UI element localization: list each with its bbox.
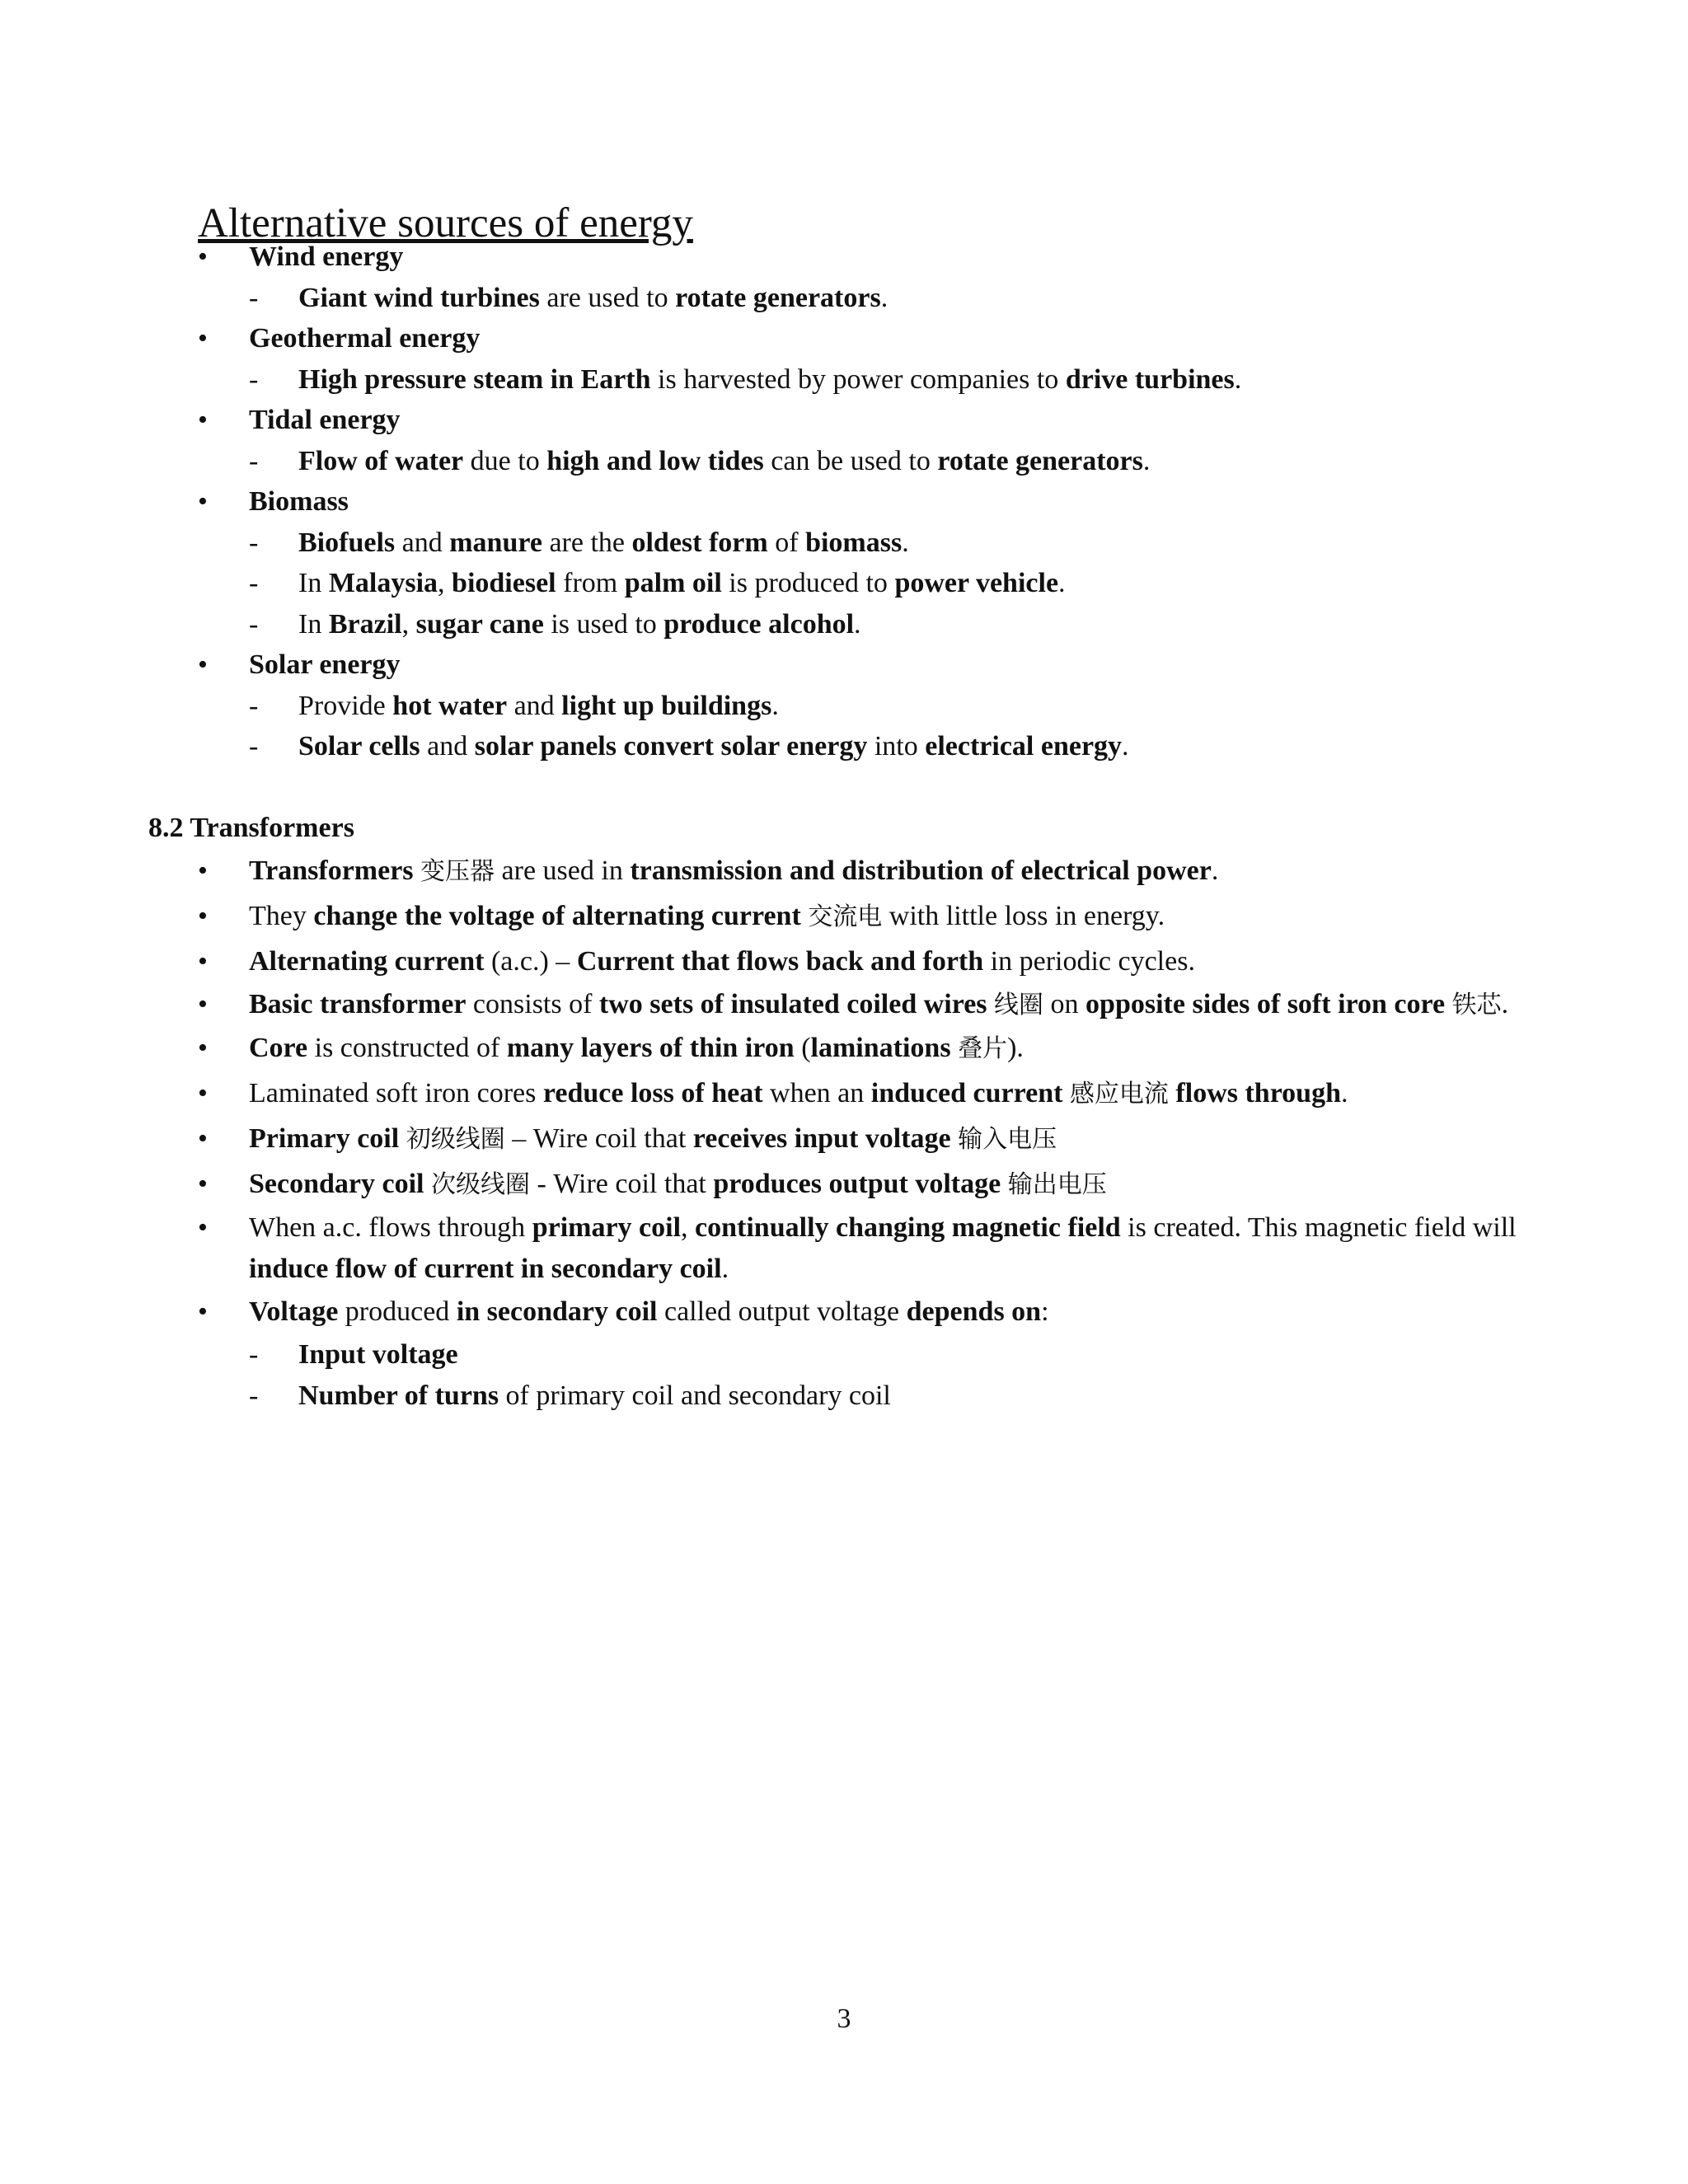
energy-source-heading: • Solar energy: [249, 649, 401, 680]
text-run: and: [420, 731, 475, 762]
chinese-term: 交流电: [808, 902, 883, 931]
list-item: [198, 894, 1517, 940]
energy-source-heading: • Geothermal energy: [249, 323, 481, 354]
list-item-text: [249, 894, 1517, 940]
text-run: :: [1041, 1296, 1049, 1327]
text-run: .: [880, 282, 889, 313]
chinese-term: 输入电压: [958, 1125, 1057, 1154]
text-run: of primary coil and secondary coil: [499, 1380, 891, 1411]
chinese-term: 变压器: [420, 857, 495, 886]
bold-text: electrical energy: [925, 731, 1123, 762]
list-item: [198, 481, 1517, 644]
text-run: .: [1122, 731, 1129, 762]
sub-list-item: [249, 441, 1517, 482]
bold-text: oldest form: [631, 527, 768, 558]
list-item: [198, 1290, 1517, 1417]
bold-text: opposite sides of soft iron core: [1085, 989, 1452, 1019]
list-item: [198, 984, 1517, 1026]
text-run: In: [298, 568, 329, 598]
text-run: and: [507, 690, 562, 721]
energy-bullet-list: [198, 237, 1517, 767]
bold-text: in secondary coil: [456, 1296, 658, 1327]
list-item: [198, 849, 1517, 894]
text-run: .: [1058, 568, 1066, 598]
text-run: (: [794, 1033, 811, 1063]
bold-text: High pressure steam in Earth: [298, 363, 651, 395]
sub-list: [249, 1334, 1517, 1417]
text-run: on: [1043, 989, 1086, 1019]
list-item: [198, 1207, 1517, 1290]
bold-text: laminations: [810, 1033, 959, 1063]
text-run: is created. This magnetic field will: [1120, 1212, 1517, 1243]
list-item-text: [249, 984, 1517, 1026]
text-run: ,: [401, 608, 416, 640]
text-run: due to: [463, 445, 547, 476]
sub-list-item: [249, 563, 1517, 604]
text-run: of: [767, 527, 806, 558]
chinese-term: 输出电压: [1007, 1170, 1107, 1199]
bold-text: Flow of water: [298, 445, 464, 476]
bold-text: two sets of insulated coiled wires: [598, 989, 995, 1019]
list-item-text: [249, 1071, 1517, 1117]
sub-list: [249, 523, 1517, 645]
list-item: [198, 237, 1517, 318]
list-item: [198, 1117, 1517, 1162]
transformers-bullet-list: [198, 849, 1517, 1417]
bold-text: receives input voltage: [692, 1123, 959, 1154]
list-item-text: [249, 1207, 1517, 1290]
chinese-term: 铁芯: [1451, 991, 1502, 1019]
energy-source-heading: • Biomass: [249, 486, 349, 517]
text-run: They: [249, 901, 314, 931]
text-run: are used in: [495, 855, 631, 886]
transformers-list: [198, 849, 1517, 1417]
sub-list: [249, 441, 1517, 482]
text-run: produced: [338, 1296, 457, 1327]
list-item: [198, 318, 1517, 400]
sub-list-item: [249, 278, 1517, 319]
bold-text: rotate generators: [675, 282, 881, 313]
bold-text: change the voltage of alternating current: [313, 901, 809, 931]
alternative-energy-list: [198, 237, 1517, 767]
bold-text: Core: [249, 1033, 308, 1063]
chinese-term: 次级线圈: [430, 1170, 530, 1199]
text-run: is produced to: [721, 568, 895, 598]
bold-text: produces output voltage: [713, 1169, 1008, 1199]
list-item: [198, 940, 1517, 984]
list-item-text: [249, 1290, 1517, 1334]
text-run: .: [1142, 445, 1151, 476]
bold-text: depends on: [906, 1296, 1042, 1327]
text-run: .: [1211, 855, 1219, 886]
section-heading-transformers: 8.2 Transformers: [148, 813, 354, 843]
bold-text: power vehicle: [894, 568, 1059, 598]
text-run: – Wire coil that: [504, 1123, 693, 1154]
text-run: with little loss in energy.: [882, 901, 1165, 931]
energy-source-heading: • Wind energy: [249, 241, 404, 272]
text-run: .: [721, 1254, 729, 1284]
section-title-alternative-energy: Alternative sources of energy: [198, 200, 693, 246]
bold-text: transmission and distribution of electrical power: [630, 855, 1212, 886]
list-item: [198, 644, 1517, 767]
bold-text: biodiesel: [452, 568, 556, 598]
sub-list-item: [249, 686, 1517, 727]
text-run: can be used to: [763, 445, 938, 476]
sub-list: [249, 359, 1517, 401]
text-run: .: [771, 690, 779, 721]
chinese-term: 线圈: [994, 991, 1044, 1019]
bold-text: induce flow of current in secondary coil: [249, 1254, 722, 1284]
list-item-text: [249, 849, 1517, 894]
text-run: (a.c.) –: [484, 946, 577, 977]
bold-text: continually changing magnetic field: [695, 1212, 1121, 1243]
sub-list: [249, 278, 1517, 319]
list-item: [198, 1162, 1517, 1207]
bold-text: Current that flows back and forth: [576, 946, 984, 977]
sub-list-item: [249, 1334, 1517, 1376]
list-item-text: [249, 1117, 1517, 1162]
text-run: - Wire coil that: [529, 1169, 714, 1199]
bold-text: Transformers: [249, 855, 421, 886]
sub-list: [249, 686, 1517, 767]
text-run: ).: [1007, 1033, 1024, 1063]
text-run: .: [1341, 1078, 1348, 1108]
text-run: .: [902, 527, 909, 558]
text-run: called output voltage: [657, 1296, 907, 1327]
bold-text: flows through: [1168, 1078, 1342, 1108]
text-run: into: [867, 731, 926, 762]
sub-list-item: [249, 726, 1517, 767]
sub-list-item: [249, 359, 1517, 401]
text-run: is constructed of: [307, 1033, 507, 1063]
text-run: and: [395, 527, 450, 558]
text-run: are the: [542, 527, 632, 558]
list-item-text: [249, 1026, 1517, 1071]
bold-text: Input voltage: [298, 1339, 458, 1370]
bold-text: primary coil: [532, 1212, 682, 1243]
bold-text: hot water: [392, 690, 508, 721]
bold-text: light up buildings: [561, 690, 772, 721]
bold-text: Alternating current: [249, 946, 485, 977]
bold-text: Solar cells: [298, 731, 420, 762]
bold-text: many layers of thin iron: [506, 1033, 795, 1063]
bold-text: rotate generators: [937, 445, 1143, 476]
list-item: [198, 1026, 1517, 1071]
text-run: from: [556, 568, 625, 598]
bold-text: induced current: [870, 1078, 1070, 1108]
list-item-text: [249, 940, 1517, 984]
sub-list-item: [249, 523, 1517, 564]
text-run: .: [1501, 989, 1509, 1019]
bold-text: Primary coil: [249, 1123, 406, 1154]
bold-text: Brazil: [328, 608, 402, 640]
text-run: .: [854, 608, 861, 640]
list-item: [198, 1071, 1517, 1117]
bold-text: sugar cane: [415, 608, 544, 640]
text-run: ,: [681, 1212, 696, 1243]
list-item-text: [249, 1162, 1517, 1207]
bold-text: biomass: [805, 527, 903, 558]
energy-source-heading: • Tidal energy: [249, 405, 401, 435]
sub-list-item: [249, 604, 1517, 645]
bold-text: reduce loss of heat: [542, 1078, 763, 1108]
bold-text: Giant wind turbines: [298, 282, 540, 313]
bold-text: Voltage: [249, 1296, 339, 1327]
text-run: Laminated soft iron cores: [249, 1078, 543, 1108]
text-run: ,: [438, 568, 452, 598]
text-run: when an: [762, 1078, 871, 1108]
bold-text: drive turbines: [1065, 363, 1235, 395]
bold-text: produce alcohol: [663, 608, 855, 640]
bold-text: palm oil: [624, 568, 722, 598]
sub-list-item: [249, 1376, 1517, 1417]
text-run: Provide: [298, 690, 393, 721]
bold-text: manure: [449, 527, 542, 558]
text-run: consists of: [466, 989, 599, 1019]
bold-text: Biofuels: [298, 527, 396, 558]
list-item: [198, 400, 1517, 481]
page-number: 3: [837, 2004, 851, 2034]
text-run: is harvested by power companies to: [650, 363, 1066, 395]
bold-text: high and low tides: [546, 445, 764, 476]
bold-text: Malaysia: [328, 568, 438, 598]
chinese-term: 叠片: [958, 1034, 1008, 1063]
bold-text: Number of turns: [298, 1380, 499, 1411]
bold-text: solar panels convert solar energy: [474, 731, 868, 762]
text-run: When a.c. flows through: [249, 1212, 532, 1243]
text-run: is used to: [543, 608, 664, 640]
text-run: are used to: [539, 282, 676, 313]
chinese-term: 初级线圈: [406, 1125, 505, 1154]
bold-text: Secondary coil: [249, 1169, 431, 1199]
chinese-term: 感应电流: [1069, 1080, 1169, 1108]
bold-text: Basic transformer: [249, 989, 467, 1019]
text-run: In: [298, 608, 329, 640]
text-run: in periodic cycles.: [983, 946, 1195, 977]
text-run: .: [1234, 363, 1242, 395]
